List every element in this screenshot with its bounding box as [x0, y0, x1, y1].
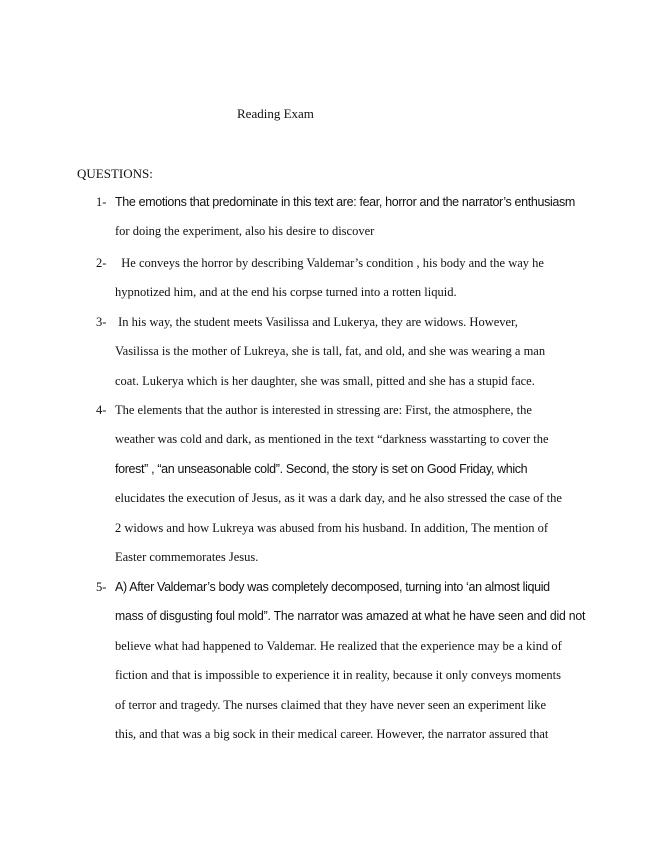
question-number: 5- [96, 580, 107, 594]
question-line: In his way, the student meets Vasilissa and Lukerya, they are widows. However, [115, 315, 518, 329]
question-line: Vasilissa is the mother of Lukreya, she is tall, fat, and old, and she was wearing a man [115, 344, 546, 359]
question-line: 2 widows and how Lukreya was abused from his husband. In addition, The mention of [115, 520, 549, 535]
question-line: mass of disgusting foul mold”. The narrator was amazed at what he have seen and did not [115, 609, 586, 624]
question-line: believe what had happened to Valdemar. He realized that the experience may be a kind of [115, 638, 562, 653]
question-line: weather was cold and dark, as mentioned in the text “darkness wasstarting to cover the [115, 432, 549, 447]
question-line: A) After Valdemar’s body was completely decomposed, turning into ‘an almost liquid [115, 580, 550, 594]
question-line: elucidates the execution of Jesus, as it was a dark day, and he also stressed the case of the [115, 491, 562, 506]
questions-heading: QUESTIONS: [77, 166, 153, 181]
question-number: 2- [96, 256, 107, 270]
question-line: The elements that the author is interested in stressing are: First, the atmosphere, the [115, 403, 532, 417]
question-number: 1- [96, 195, 107, 209]
question-number: 3- [96, 315, 107, 329]
question-line: fiction and that is impossible to experience it in reality, because it only conveys moments [115, 668, 561, 683]
question-line: coat. Lukerya which is her daughter, she was small, pitted and she has a stupid face. [115, 373, 535, 388]
page-title: Reading Exam [237, 106, 314, 121]
question-line: of terror and tragedy. The nurses claimed that they have never seen an experiment like [115, 697, 547, 712]
question-line: Easter commemorates Jesus. [115, 550, 259, 564]
question-line: this, and that was a big sock in their medical career. However, the narrator assured that [115, 727, 549, 741]
question-line: The emotions that predominate in this text are: fear, horror and the narrator’s enthusiasm [115, 195, 575, 209]
question-line: He conveys the horror by describing Valdemar’s condition , his body and the way he [115, 256, 544, 270]
question-number: 4- [96, 403, 107, 417]
question-line: forest” , “an unseasonable cold”. Second, the story is set on Good Friday, which [115, 461, 528, 476]
question-line: for doing the experiment, also his desire to discover [115, 224, 375, 239]
question-line: hypnotized him, and at the end his corpse turned into a rotten liquid. [115, 285, 457, 300]
